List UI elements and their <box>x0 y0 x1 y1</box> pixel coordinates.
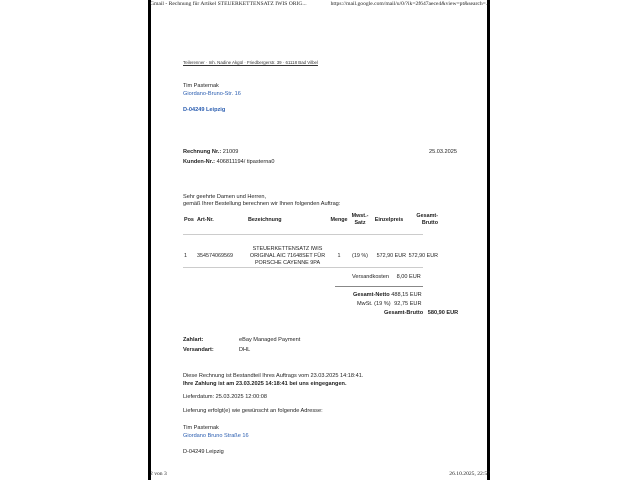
payment-received: Ihre Zahlung ist am 23.03.2025 14:18:41 bei uns eingegangen. <box>183 381 347 387</box>
total-vat: MwSt. (19 %) 92,75 EUR <box>357 301 422 307</box>
row-unit: 572,90 EUR <box>376 252 406 259</box>
items-table <box>183 212 439 268</box>
col-art: Art-Nr. <box>197 216 214 223</box>
col-vat: Mwst.- Satz <box>351 213 369 227</box>
frame-border-right <box>487 0 490 480</box>
intro-text: gemäß Ihrer Bestellung berechnen wir Ihnen folgenden Auftrag: <box>183 201 341 207</box>
shipping-cost: Versandkosten 8,00 EUR <box>352 274 421 280</box>
recipient-street[interactable]: Giordano-Bruno-Str. 16 <box>183 91 241 97</box>
delivery-address-intro: Lieferung erfolgt(e) wie gewünscht an folgende Adresse: <box>183 408 323 414</box>
totals-divider <box>335 286 423 287</box>
recipient-city[interactable]: D-04249 Leipzig <box>183 107 226 113</box>
sender-line: Teilerenner · Inh. Nadine Akgül · Friedbergerstr. 39 · 61118 Bad Vilbel <box>183 60 318 65</box>
total-net: Gesamt-Netto 488,15 EUR <box>353 292 422 298</box>
row-qty: 1 <box>337 252 341 259</box>
invoice-number-value: 21009 <box>222 149 239 155</box>
row-vat: (19 %) <box>352 252 368 259</box>
print-footer <box>150 471 490 477</box>
shipping-method-value: DHL <box>239 347 251 353</box>
delivery-city: D-04249 Leipzig <box>183 449 224 455</box>
col-desc: Bezeichnung <box>248 216 282 223</box>
print-datetime: 26.10.2025, 22:57 <box>449 471 490 477</box>
col-total: Gesamt- Brutto <box>416 213 438 227</box>
delivery-name: Tim Pasternak <box>183 425 219 431</box>
delivery-street[interactable]: Giordano Bruno Straße 16 <box>183 433 249 439</box>
row-desc: STEUERKETTENSATZ IWIS ORIGINAL AIC 71648SET FÜR PORSCHE CAYENNE 9PA <box>249 245 326 267</box>
print-header <box>150 1 490 7</box>
row-pos: 1 <box>184 252 187 259</box>
table-header-row <box>183 212 439 229</box>
row-divider <box>183 267 423 268</box>
order-reference: Diese Rechnung ist Bestandteil Ihres Auftrags vom 23.03.2025 14:18:41. <box>183 373 364 379</box>
invoice-date: 25.03.2025 <box>429 149 457 155</box>
customer-number-value: 406811194/ tipasterna0 <box>216 159 275 165</box>
customer-number-label: Kunden-Nr.: <box>183 159 216 165</box>
page-indicator: 2 von 3 <box>150 471 167 477</box>
payment-method-value: eBay Managed Payment <box>239 337 301 343</box>
payment-method-label: Zahlart: <box>183 337 204 343</box>
col-pos: Pos <box>184 216 194 223</box>
recipient-name: Tim Pasternak <box>183 83 219 89</box>
invoice-number <box>183 149 238 157</box>
row-total: 572,90 EUR <box>408 252 438 259</box>
col-unit: Einzelpreis <box>374 216 404 223</box>
total-gross: Gesamt-Brutto 580,90 EUR <box>384 310 459 316</box>
delivery-date: Lieferdatum: 25.03.2025 12:00:08 <box>183 394 267 400</box>
print-url: https://mail.google.com/mail/u/0/?ik=2f647aece4&view=pt&search=... <box>330 1 490 7</box>
row-art: 354574069569 <box>197 252 233 259</box>
print-title: Gmail - Rechnung für Artikel STEUERKETTENSATZ IWIS ORIG... <box>150 1 307 7</box>
col-qty: Menge <box>330 216 348 223</box>
header-divider <box>183 234 423 235</box>
table-row <box>183 245 439 269</box>
frame-border-left <box>148 0 151 480</box>
customer-number <box>183 159 275 167</box>
invoice-number-label: Rechnung Nr.: <box>183 149 222 155</box>
shipping-method-label: Versandart: <box>183 347 214 353</box>
greeting: Sehr geehrte Damen und Herren, <box>183 194 267 200</box>
